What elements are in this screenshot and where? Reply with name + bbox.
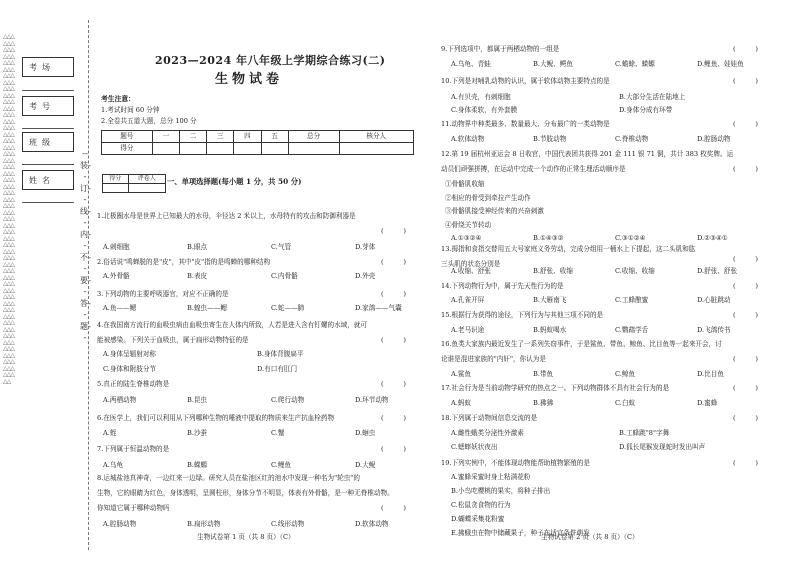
answer-option[interactable]: D.比目鱼	[697, 370, 724, 378]
answer-option[interactable]: C.气管	[271, 243, 292, 251]
answer-option[interactable]: D.蝴蝶采集花粉蜜	[451, 515, 505, 523]
answer-option[interactable]: A.外骨骼	[103, 272, 130, 280]
score-cell[interactable]	[261, 143, 288, 155]
note-item: 1.考试时间 60 分钟	[101, 106, 160, 114]
score-cell[interactable]	[152, 143, 179, 155]
answer-option[interactable]: C.收缩、收缩	[615, 267, 655, 275]
score-cell[interactable]	[288, 143, 339, 155]
exam-room-label: 考场	[29, 63, 55, 72]
answer-option[interactable]: C.鲤鱼	[271, 461, 292, 469]
answer-option[interactable]: A.鱼——鳃	[103, 304, 137, 312]
answer-parentheses[interactable]: ( )	[733, 165, 758, 173]
answer-option[interactable]: A.雌性蛾类分泌性外激素	[451, 429, 524, 437]
page-footer-left: 生物试卷第 1 页（共 8 页）（C）	[197, 533, 295, 541]
answer-parentheses[interactable]: ( )	[381, 290, 406, 298]
notes-heading: 考生注意：	[101, 95, 135, 103]
answer-option[interactable]: D.身体分成有环带	[619, 106, 673, 114]
question-stem: 14.下列动物行为中，属于先天性行为的是	[441, 282, 564, 290]
answer-option[interactable]: A.蛭	[103, 429, 117, 437]
answer-option[interactable]: B.蝗虫——鳃	[187, 304, 227, 312]
section-score-box	[102, 174, 166, 193]
page-1	[97, 0, 419, 561]
answer-option[interactable]: D.芽体	[355, 243, 376, 251]
score-cell[interactable]	[339, 143, 413, 155]
score-header-cell: 一	[152, 131, 179, 143]
question-stem: 13.拇指和食指交替用五大号家庭义务劳动，完成分组用一桶水上下提起，这二头肌和肱	[441, 245, 696, 253]
answer-option[interactable]: C.③①②④	[615, 234, 646, 242]
answer-option[interactable]: B.眼点	[187, 243, 208, 251]
question-stem: 三头肌的状态分别是	[441, 260, 501, 268]
answer-option[interactable]: A.孔雀开屏	[451, 296, 485, 304]
answer-parentheses[interactable]: ( )	[381, 336, 406, 344]
name-label: 姓名	[29, 176, 55, 185]
answer-option[interactable]: B.蝾螈	[187, 461, 208, 469]
answer-parentheses[interactable]: ( )	[733, 77, 758, 85]
score-header-cell: 二	[179, 131, 206, 143]
answer-option[interactable]: C.蟋蟀妖状夜出	[451, 443, 498, 451]
score-cell[interactable]	[234, 143, 261, 155]
answer-option[interactable]: B.大部分生活在陆地上	[619, 93, 686, 101]
answer-parentheses[interactable]: ( )	[733, 120, 758, 128]
question-stem: 7.下列属于恒温动物的是	[97, 445, 170, 453]
answer-option[interactable]: A.刺细胞	[103, 243, 130, 251]
answer-option[interactable]: D.飞鸽传书	[697, 326, 731, 334]
answer-option[interactable]: A.乌龟、青蛙	[451, 60, 491, 68]
answer-option[interactable]: B.大雁南飞	[533, 296, 567, 304]
question-stem: 1.北极圈水母是世界上已知最大的水母，伞径达 2 米以上，水母特有的攻击和防御利器是	[97, 212, 356, 220]
answer-option[interactable]: B.小鸟吃樱桃的果实，将种子排出	[451, 487, 551, 495]
question-step-item: ④骨绕关节转动	[445, 220, 492, 229]
score-table-score-row	[102, 143, 414, 155]
question-stem: 你知道它属于哪种动物吗	[97, 504, 170, 512]
exam-number-line	[22, 128, 74, 129]
answer-option[interactable]: C.爬行动物	[271, 396, 305, 404]
question-stem: 论谁是混进家族的"内奸"，你认为是	[441, 355, 546, 363]
answer-option[interactable]: C.松鼠贪食物的行为	[451, 501, 511, 509]
score-header-cell: 四	[234, 131, 261, 143]
answer-option[interactable]: B.舒张、收缩	[533, 267, 573, 275]
answer-option[interactable]: C.鹦鹉学舌	[615, 326, 649, 334]
page-2	[441, 0, 786, 561]
binding-cut-line-text: --装--订--线--内--不--要--答--题--	[80, 149, 91, 342]
subject-title: 生物试卷	[215, 72, 284, 87]
answer-option[interactable]: D.②③④①	[697, 234, 728, 242]
answer-parentheses[interactable]: ( )	[381, 414, 406, 422]
answer-option[interactable]: A.蚂蚁	[451, 399, 472, 407]
question-step-item: ①骨骼肌收缩	[445, 180, 485, 188]
question-stem: 6.在医学上，我们可以利用从下列哪种生物的唾液中提取的物质来生产抗血栓药物	[97, 414, 335, 422]
section-score-label: 得分	[103, 175, 129, 184]
answer-option[interactable]: B.节肢动物	[533, 135, 567, 143]
answer-option[interactable]: D.外壳	[355, 272, 376, 280]
exam-room-line	[22, 90, 74, 91]
exam-number-label: 考号	[29, 102, 55, 111]
question-stem: 能被感染。下列关于血吸虫，属于扁形动物特征的是	[97, 336, 249, 344]
score-cell[interactable]	[179, 143, 206, 155]
answer-option[interactable]: A.有贝壳，有刺细胞	[451, 93, 511, 101]
question-stem: 生物，它的眼睛为红色，身体透明，呈圆柱形，身体分节不明显，体表有外骨骼，是一种无脊椎动物。	[97, 489, 394, 497]
answer-option[interactable]: C.鲸鱼	[615, 370, 636, 378]
answer-option[interactable]: B.昆虫	[187, 396, 208, 404]
score-cell[interactable]	[207, 143, 234, 155]
answer-option[interactable]: C.蛇——肺	[271, 304, 305, 312]
answer-option[interactable]: D.环节动物	[355, 396, 389, 404]
section-grader-label: 评卷人	[128, 175, 165, 184]
answer-parentheses[interactable]: ( )	[381, 504, 406, 512]
exam-room-box	[22, 57, 74, 77]
answer-option[interactable]: A.老马识途	[451, 326, 485, 334]
answer-option[interactable]: A.腔肠动物	[103, 520, 137, 528]
section-title: 一、单项选择题(每小题 1 分，共 50 分)	[167, 177, 302, 186]
question-stem: 11.动物界中种类最多、数量最大、分布最广的一类动物是	[441, 120, 610, 128]
score-row-label: 得分	[102, 143, 153, 155]
question-stem: 2.俗话说"鸣蝉脱的是"皮"，其中"皮"指的是鸣蝉的哪种结构	[97, 258, 271, 266]
answer-option[interactable]: D.心脏跳动	[697, 296, 731, 304]
class-box	[22, 132, 74, 152]
answer-option[interactable]: B.身体背腹扁平	[257, 350, 304, 358]
answer-parentheses[interactable]: ( )	[733, 311, 758, 319]
score-header-cell: 核分人	[339, 131, 413, 143]
note-item: 2.全卷共五道大题，总分 100 分	[101, 117, 197, 125]
binding-margin	[0, 0, 96, 561]
answer-parentheses[interactable]: ( )	[733, 255, 758, 263]
question-stem: 4.在我国南方流行的血吸虫病由血吸虫寄生在人体内所致，人若是进入含有钉螺的水域，就可	[97, 321, 368, 329]
answer-option[interactable]: B.狒狒	[533, 399, 554, 407]
score-table-header-row	[102, 131, 414, 143]
answer-parentheses[interactable]: ( )	[733, 45, 758, 53]
answer-option[interactable]: D.舒张、舒张	[697, 267, 738, 275]
exam-title: 2023—2024 年八年级上学期综合练习(二)	[155, 54, 386, 67]
answer-option[interactable]: C.工蜂酿蜜	[615, 296, 649, 304]
question-stem: 16.鱼类大家族内最近发生了一系列失窃事件，于是鲨鱼、带鱼、鲸鱼、比目鱼等一起来开会，讨	[441, 340, 722, 348]
answer-option[interactable]: C.脊椎动物	[615, 135, 649, 143]
answer-parentheses[interactable]: ( )	[381, 380, 406, 388]
answer-option[interactable]: A.软体动物	[451, 135, 485, 143]
class-line	[22, 164, 74, 165]
triangle-border: △△△△△△△△△△△△△△△△△△△△△△△△△△△△△△△△△△△△△△△△△△△△△△△△△△△△△△△△△△△△△△△△△△△△△△△△△△△△△△△△△△△△△△△△△△△△△△△△△△△△△△△△△△△△△△△△△△△△△△△△△△△△△△△△△△△△△△△△△△△△△△△△△△△△△△△△△△△△△△△△△	[3, 34, 14, 385]
answer-option[interactable]: D.鲤鱼、娃娃鱼	[697, 60, 744, 68]
answer-option[interactable]: C.身体和附肢分节	[103, 365, 157, 373]
answer-option[interactable]: B.大鲵、鳄鱼	[533, 60, 573, 68]
exam-number-box	[22, 96, 74, 116]
question-stem: 17.社会行为是当前动物学研究的热点之一。下列动物群体不具有社会行为的是	[441, 384, 670, 392]
answer-option[interactable]: A.两栖动物	[103, 396, 137, 404]
question-stem: 18.下列属于动物间信息交流的是	[441, 414, 538, 422]
answer-option[interactable]: C.身体柔软，有外套膜	[451, 106, 518, 114]
answer-option[interactable]: C.白蚁	[615, 399, 636, 407]
answer-option[interactable]: A.①③②④	[451, 234, 482, 242]
answer-option[interactable]: C.蟹	[271, 429, 285, 437]
class-label: 班级	[29, 138, 55, 147]
score-header-cell: 题号	[102, 131, 153, 143]
question-step-item: ③骨骼肌接受神经传来的兴奋刺激	[445, 207, 544, 215]
answer-option[interactable]: B.蚂蚁喝水	[533, 326, 567, 334]
answer-parentheses[interactable]: ( )	[733, 459, 758, 467]
answer-option[interactable]: D.蜜蜂	[697, 399, 718, 407]
question-stem: 3.下列动物的主要呼吸器官，对应不正确的是	[97, 290, 229, 298]
answer-option[interactable]: D.狐长尾猴发现蛇时发出叫声	[619, 443, 706, 451]
question-stem: 12.第 19 届杭州亚运会 8 日收官，中国代表团共获得 201 金 111 银 71 铜，共计 383 枚奖牌。运	[441, 150, 734, 158]
name-box	[22, 170, 74, 190]
score-table	[101, 130, 414, 155]
answer-option[interactable]: B.沙蚕	[187, 429, 208, 437]
section-score-cell[interactable]	[103, 184, 129, 193]
answer-option[interactable]: D.家鸽——气囊	[355, 304, 402, 312]
page-footer-right: 生物试卷第 2 页（共 8 页）（C）	[541, 533, 639, 541]
score-header-cell: 总分	[288, 131, 339, 143]
answer-option[interactable]: B.工蜂跳"8"字舞	[619, 429, 670, 437]
answer-option[interactable]: D.软体动物	[355, 520, 389, 528]
answer-parentheses[interactable]: ( )	[381, 258, 406, 266]
answer-parentheses[interactable]: ( )	[733, 384, 758, 392]
answer-parentheses[interactable]: ( )	[381, 445, 406, 453]
answer-option[interactable]: A.蜜蜂采蜜时身上粘满花粉	[451, 473, 531, 481]
answer-option[interactable]: B.扁形动物	[187, 520, 221, 528]
answer-option[interactable]: D.有口有肛门	[257, 365, 298, 373]
answer-option[interactable]: A.身体呈辐射对称	[103, 350, 157, 358]
answer-option[interactable]: A.收缩、舒张	[451, 267, 491, 275]
answer-option[interactable]: D.腔肠动物	[697, 135, 731, 143]
binding-dashed-line	[88, 20, 89, 550]
score-header-cell: 三	[207, 131, 234, 143]
answer-parentheses[interactable]: ( )	[733, 355, 758, 363]
question-stem: 19.下列实例中，不能体现动物能帮助植物繁殖的是	[441, 459, 590, 467]
answer-option[interactable]: D.大鲵	[355, 461, 376, 469]
question-stem: 15.根据行为获得的途径，下列行为与其他三项不同的是	[441, 311, 604, 319]
question-step-item: ②相应的骨受到牵拉产生动作	[445, 193, 531, 202]
answer-option[interactable]: B.①④③②	[533, 234, 564, 242]
answer-option[interactable]: D.蛔虫	[355, 429, 376, 437]
answer-option[interactable]: B.表皮	[187, 272, 208, 280]
answer-option[interactable]: A.乌龟	[103, 461, 124, 469]
answer-option[interactable]: C.内骨骼	[271, 272, 298, 280]
answer-option[interactable]: A.鲨鱼	[451, 370, 472, 378]
question-stem: 8.运城盐池真神奇，一边红来一边绿。研究人员在盐池区红的池水中发现一种名为"轮虫"的	[97, 474, 360, 482]
question-stem: 10.下列是对哺乳动物的认识，属于软体动物主要特点的是	[441, 77, 610, 85]
answer-parentheses[interactable]: ( )	[733, 414, 758, 422]
answer-option[interactable]: C.线形动物	[271, 520, 305, 528]
question-stem: 9.下列选项中，都属于两栖动物的一组是	[441, 45, 560, 53]
name-line	[22, 202, 74, 203]
question-stem: 5.真正的陆生脊椎动物是	[97, 380, 170, 388]
answer-parentheses[interactable]: ( )	[381, 227, 406, 235]
answer-option[interactable]: B.带鱼	[533, 370, 554, 378]
answer-option[interactable]: C.蟾蜍、蝾螈	[615, 60, 655, 68]
question-stem: 动员们顽强拼搏，在运动中完成一个动作的正常生理活动顺序是	[441, 165, 626, 173]
score-header-cell: 五	[261, 131, 288, 143]
section-grader-cell[interactable]	[128, 184, 165, 193]
answer-parentheses[interactable]: ( )	[733, 282, 758, 290]
answer-option[interactable]: E.拂蛾虫在物中储藏果子，种子在适宜条件萌发	[451, 529, 590, 537]
